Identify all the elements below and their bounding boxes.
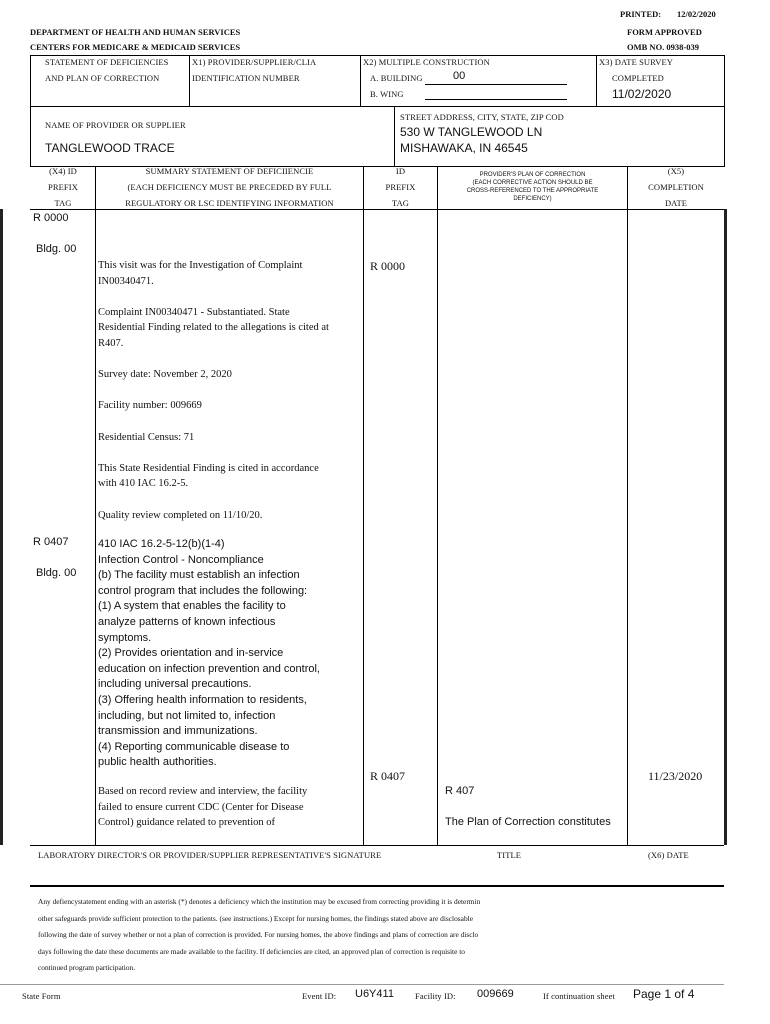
x2-multiple-construction-label: X2) MULTIPLE CONSTRUCTION bbox=[363, 57, 490, 67]
residential-census: Residential Census: 71 bbox=[98, 431, 195, 443]
street-address-label: STREET ADDRESS, CITY, STATE, ZIP COD bbox=[400, 112, 564, 122]
finding-paragraph: Based on record review and interview, the facility failed to ensure current CDC (Center for Disease Control) guidance related to prevention of bbox=[98, 786, 308, 829]
regulation-line: (1) A system that enables the facility to bbox=[98, 600, 286, 613]
address-line-1: 530 W TANGLEWOOD LN bbox=[400, 125, 543, 139]
id-header: ID bbox=[395, 166, 406, 176]
disclaimer-block bbox=[38, 894, 724, 977]
x4-tag-header: TAG bbox=[54, 198, 72, 208]
statement-deficiencies-label: STATEMENT OF DEFICIENCIES bbox=[45, 57, 169, 67]
regulation-line: (b) The facility must establish an infection bbox=[98, 569, 300, 582]
page-number: Page 1 of 4 bbox=[633, 987, 695, 1001]
event-id-value: U6Y411 bbox=[355, 988, 394, 1000]
visit-purpose: This visit was for the Investigation of Complaint IN00340471. bbox=[98, 260, 303, 287]
state-form-label: State Form bbox=[22, 991, 61, 1001]
completion-date: 11/23/2020 bbox=[648, 769, 703, 783]
provider-name-value: TANGLEWOOD TRACE bbox=[45, 141, 175, 155]
printed-label: PRINTED: bbox=[620, 9, 662, 19]
disclaimer-line: following the date of survey whether or not a plan of correction is provided. For nursing homes, the above findings and plans of correction are disclo bbox=[38, 930, 479, 939]
omb-number: OMB NO. 0938-039 bbox=[627, 42, 700, 52]
department-title: DEPARTMENT OF HEALTH AND HUMAN SERVICES bbox=[30, 27, 241, 37]
summary-block-1 bbox=[98, 258, 330, 539]
left-border-bar bbox=[0, 209, 3, 845]
regulation-line: analyze patterns of known infectious bbox=[98, 615, 276, 628]
building-tag-2: Bldg. 00 bbox=[36, 567, 77, 579]
form-approved: FORM APPROVED bbox=[627, 27, 702, 37]
event-id-label: Event ID: bbox=[302, 991, 337, 1001]
disclaimer-line: Any defiencystatement ending with an asterisk (*) denotes a deficiency which the institution may be excused from correcting providing it is determin bbox=[38, 897, 481, 906]
lab-director-signature-label: LABORATORY DIRECTOR'S OR PROVIDER/SUPPLIER REPRESENTATIVE'S SIGNATURE bbox=[38, 850, 382, 860]
printed-date: 12/02/2020 bbox=[677, 9, 716, 19]
facility-id-label: Facility ID: bbox=[415, 991, 456, 1001]
summary-header-2: (EACH DEFICIENCY MUST BE PRECEDED BY FULL bbox=[127, 182, 332, 192]
x5-completion-header: COMPLETION bbox=[648, 182, 704, 192]
complaint-statement: Complaint IN00340471 - Substantiated. State Residential Finding related to the allegations is cited at R407. bbox=[98, 306, 329, 349]
x3-survey-date-value: 11/02/2020 bbox=[612, 87, 672, 101]
survey-date: Survey date: November 2, 2020 bbox=[98, 369, 232, 381]
id-tag-header: TAG bbox=[391, 198, 410, 208]
x5-date-header: DATE bbox=[664, 198, 688, 208]
x2-building-value: 00 bbox=[453, 70, 466, 82]
plan-header-2: (EACH CORRECTIVE ACTION SHOULD BE bbox=[472, 180, 593, 186]
regulation-line: education on infection prevention and control, bbox=[98, 662, 320, 675]
plan-correction-label: AND PLAN OF CORRECTION bbox=[45, 73, 160, 83]
right-border-bar bbox=[724, 209, 727, 845]
disclaimer-line: other safeguards provide sufficient protection to the patients. (see instructions.) Except for nursing homes, the findings stated above are disclosable bbox=[38, 913, 473, 923]
building-tag-1: Bldg. 00 bbox=[36, 243, 77, 255]
regulation-block bbox=[98, 537, 360, 771]
x3-completed-label: COMPLETED bbox=[612, 73, 664, 83]
regulation-line: Infection Control - Noncompliance bbox=[98, 553, 264, 566]
centers-title: CENTERS FOR MEDICARE & MEDICAID SERVICES bbox=[30, 42, 241, 52]
plan-tag-r407: R 407 bbox=[445, 785, 475, 797]
regulation-line: (4) Reporting communicable disease to bbox=[98, 740, 290, 753]
regulation-line: symptoms. bbox=[98, 631, 152, 644]
regulation-line: including, but not limited to, infection bbox=[98, 709, 276, 722]
deficiency-tag-r0407: R 0407 bbox=[33, 536, 69, 548]
deficiency-tag-r0000: R 0000 bbox=[33, 212, 69, 224]
regulation-line: 410 IAC 16.2-5-12(b)(1-4) bbox=[98, 538, 225, 550]
id-prefix-header: PREFIX bbox=[385, 182, 416, 192]
state-finding-citation: This State Residential Finding is cited in accordance with 410 IAC 16.2-5. bbox=[98, 462, 319, 490]
x6-date-label: (X6) DATE bbox=[648, 850, 689, 860]
id-prefix-r0407: R 0407 bbox=[370, 769, 406, 783]
plan-header-1: PROVIDER'S PLAN OF CORRECTION bbox=[479, 172, 586, 178]
plan-header-4: DEFICIENCY) bbox=[513, 196, 552, 202]
x3-date-survey-label: X3) DATE SURVEY bbox=[599, 57, 674, 67]
x1-provider-label: X1) PROVIDER/SUPPLIER/CLIA bbox=[192, 57, 317, 67]
regulation-line: control program that includes the following: bbox=[98, 584, 308, 597]
address-line-2: MISHAWAKA, IN 46545 bbox=[400, 141, 528, 155]
plan-correction-text: The Plan of Correction constitutes bbox=[445, 816, 611, 828]
regulation-line: (2) Provides orientation and in-service bbox=[98, 647, 284, 660]
title-label: TITLE bbox=[497, 850, 522, 860]
facility-id-value: 009669 bbox=[477, 988, 514, 1000]
facility-number: Facility number: 009669 bbox=[98, 400, 202, 412]
provider-name-label: NAME OF PROVIDER OR SUPPLIER bbox=[45, 120, 186, 130]
x1-identification-label: IDENTIFICATION NUMBER bbox=[192, 73, 300, 83]
disclaimer-line: days following the date these documents are made available to the facility. If deficiencies are cited, an approved plan of correction is requisite to bbox=[38, 946, 465, 956]
summary-header-3: REGULATORY OR LSC IDENTIFYING INFORMATION bbox=[125, 198, 334, 208]
x5-header: (X5) bbox=[667, 166, 685, 176]
regulation-line: including universal precautions. bbox=[98, 678, 252, 691]
x4-id-header: (X4) ID bbox=[49, 166, 77, 176]
summary-header-1: SUMMARY STATEMENT OF DEFICIIENCIE bbox=[145, 166, 314, 176]
x4-prefix-header: PREFIX bbox=[48, 182, 78, 192]
quality-review: Quality review completed on 11/10/20. bbox=[98, 509, 263, 521]
regulation-line: transmission and immunizations. bbox=[98, 725, 258, 738]
regulation-line: public health authorities. bbox=[98, 756, 217, 769]
x2-building-label: A. BUILDING bbox=[370, 73, 423, 83]
continuation-label: If continuation sheet bbox=[543, 991, 615, 1001]
plan-header-3: CROSS-REFERENCED TO THE APPROPRIATE bbox=[466, 188, 599, 194]
id-prefix-r0000: R 0000 bbox=[370, 259, 406, 273]
x2-wing-label: B. WING bbox=[370, 89, 404, 99]
disclaimer-line: continued program participation. bbox=[38, 963, 136, 972]
regulation-line: (3) Offering health information to residents, bbox=[98, 693, 307, 706]
